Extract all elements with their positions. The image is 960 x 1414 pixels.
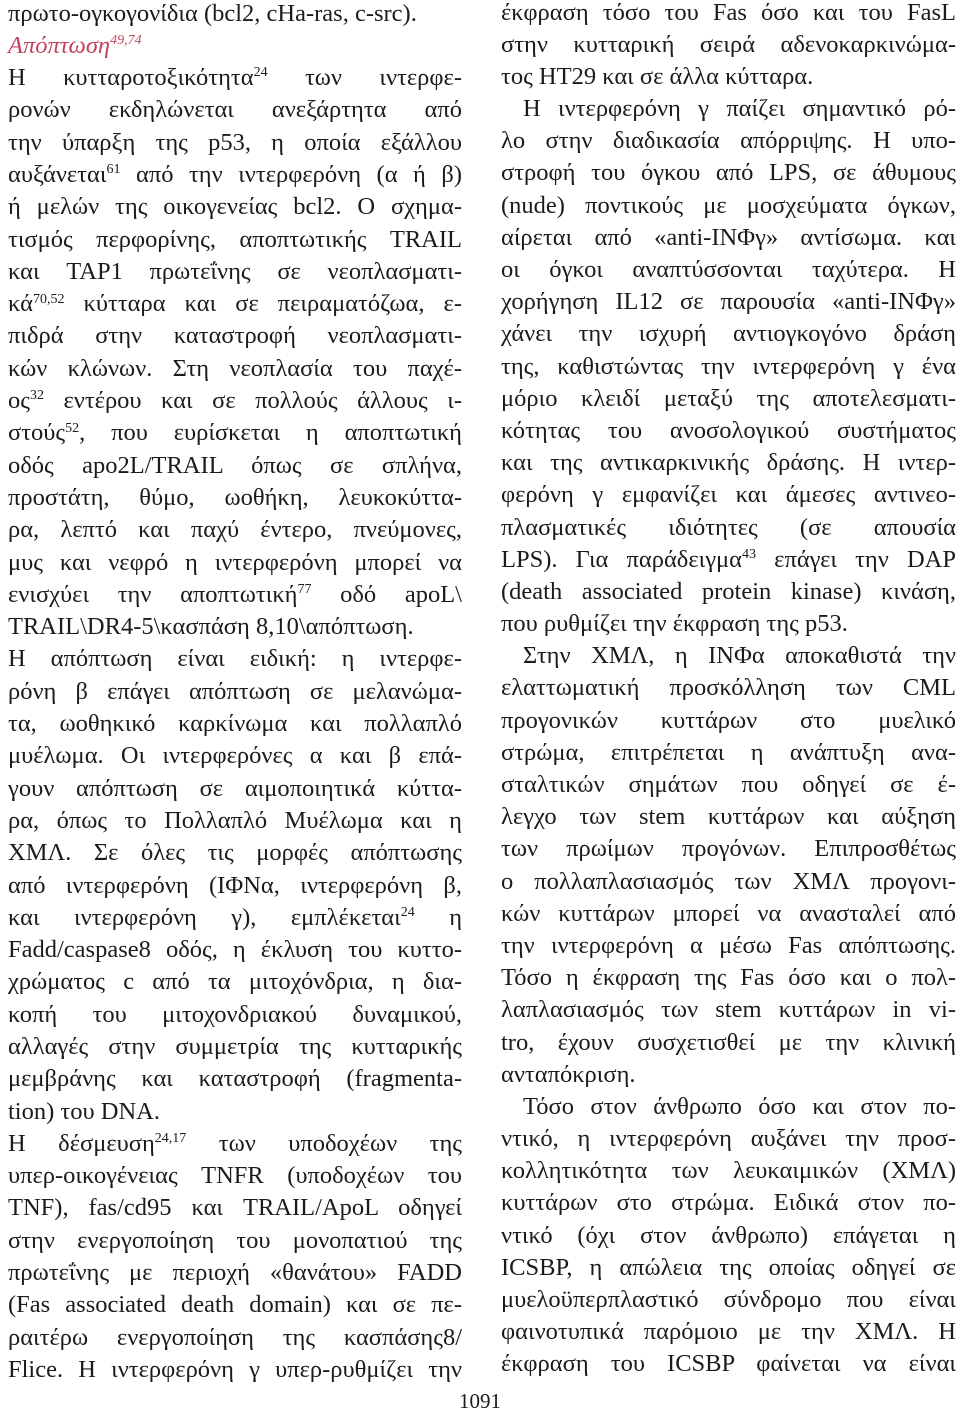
text-run: ρόνη β επάγει απόπτωση σε μελανώμα- xyxy=(8,677,462,705)
text-run: Απόπτωση xyxy=(8,31,111,59)
text-line xyxy=(8,353,462,385)
text-line xyxy=(501,769,956,801)
text-run: ΧΜΛ. Σε όλες τις μορφές απόπτωσης xyxy=(8,839,462,867)
text-run: μυέλωμα. Οι ιντερφερόνες α και β επά- xyxy=(8,742,462,770)
text-run: κολλητικότητα των λευκαιμικών (ΧΜΛ) xyxy=(501,1157,956,1185)
citation-superscript: 49,74 xyxy=(110,33,142,49)
text-line xyxy=(501,672,956,704)
text-run: χρώματος c από τα μιτοχόνδρια, η δια- xyxy=(8,968,462,996)
text-line xyxy=(501,930,956,962)
text-line xyxy=(501,286,956,318)
text-run: αίρεται από «anti-ΙΝΦγ» αντίσωμα. και xyxy=(501,223,956,251)
text-run: επάγει την DAP xyxy=(756,545,956,573)
text-run: TRAIL\DR4-5\κασπάση 8,10\απόπτωση. xyxy=(8,613,414,641)
text-line xyxy=(8,191,462,223)
text-run: Τόσο η έκφραση της Fas όσο και ο πολ- xyxy=(501,964,956,992)
text-run: κυττάρων στο στρώμα. Ειδικά στον πο- xyxy=(501,1189,956,1217)
text-line xyxy=(8,676,462,708)
text-run: Τόσο στον άνθρωπο όσο και στον πο- xyxy=(523,1092,956,1120)
text-run: φαινοτυπικά παρόμοιο με την ΧΜΛ. Η xyxy=(501,1318,956,1346)
text-line xyxy=(8,1063,462,1095)
text-line xyxy=(501,222,956,254)
text-line xyxy=(501,1348,956,1380)
text-line xyxy=(501,318,956,350)
text-run: μόριο κλειδί μεταξύ της αποτελεσματι- xyxy=(501,384,956,412)
text-run: tion) του DNA. xyxy=(8,1097,160,1125)
section-heading xyxy=(8,30,462,62)
text-run: στούς xyxy=(8,419,66,447)
text-line xyxy=(501,1316,956,1348)
text-run: ντικό (όχι στον άνθρωπο) επάγεται η xyxy=(501,1221,956,1249)
text-run: κοπή του μιτοχονδριακού δυναμικού, xyxy=(8,1000,462,1028)
text-line xyxy=(501,29,956,61)
text-run: πλασματικές ιδιότητες (σε απουσία xyxy=(501,513,956,541)
text-line xyxy=(501,1284,956,1316)
text-run: οι όγκοι αναπτύσσονται ταχύτερα. Η xyxy=(501,256,956,283)
text-line xyxy=(501,608,956,640)
text-line xyxy=(501,61,956,93)
text-run: στην ενεργοποίηση του μονοπατιού της xyxy=(8,1226,462,1254)
text-run: αυξάνεται xyxy=(8,160,107,188)
text-run: (nude) ποντικούς με μοσχεύματα όγκων, xyxy=(501,191,956,219)
text-run: της, καθιστώντας την ιντερφερόνη γ ένα xyxy=(501,352,956,380)
text-run: λαπλασιασμός των stem κυττάρων in vi- xyxy=(501,996,956,1024)
text-run: TNF), fas/cd95 και TRAIL/ApoL οδηγεί xyxy=(8,1194,462,1222)
text-line xyxy=(501,898,956,930)
paragraph xyxy=(8,1128,462,1386)
citation-superscript: 70,52 xyxy=(32,291,65,307)
text-line xyxy=(501,1220,956,1252)
text-line xyxy=(8,1128,462,1160)
text-line xyxy=(501,866,956,898)
text-line xyxy=(501,512,956,544)
text-run: των πρωίμων προγόνων. Επιπροσθέτως xyxy=(501,835,956,863)
text-line xyxy=(8,1289,462,1321)
text-run: σταλτικών σημάτων που οδηγεί σε έ- xyxy=(501,771,956,798)
text-run: και ιντερφερόνη γ), εμπλέκεται xyxy=(8,903,401,931)
text-run: λο στην διαδικασία απόρριψης. Η υπο- xyxy=(501,127,956,155)
text-run: από ιντερφερόνη (ΙΦΝα, ιντερφερόνη β, xyxy=(8,871,462,899)
text-run: tro, έχουν συσχετισθεί με την κλινική xyxy=(501,1028,956,1056)
citation-superscript: 43 xyxy=(742,547,757,563)
text-run: έκφραση τόσο του Fas όσο και του FasL xyxy=(501,0,956,26)
text-run: ICSBP, η απώλεια της οποίας οδηγεί σε xyxy=(501,1253,956,1281)
paragraph xyxy=(8,62,462,643)
text-line xyxy=(501,801,956,833)
text-line xyxy=(8,0,462,30)
text-run: οδό apoL\ xyxy=(311,580,462,608)
paragraph xyxy=(8,643,462,1127)
text-run: ος xyxy=(8,387,30,415)
text-run: από την ιντερφερόνη (α ή β) xyxy=(120,160,462,188)
text-run: προγονικών κυττάρων στο μυελικό xyxy=(501,706,956,734)
text-run: προστάτη, θύμο, ωοθήκη, λευκοκύττα- xyxy=(8,483,462,511)
text-line xyxy=(501,737,956,769)
text-line xyxy=(8,708,462,740)
text-line xyxy=(8,288,462,320)
text-line xyxy=(501,1187,956,1219)
text-run: LPS). Για παράδειγμα xyxy=(501,545,743,573)
text-line xyxy=(8,611,462,643)
text-line xyxy=(8,773,462,805)
text-line xyxy=(8,1192,462,1224)
text-run: , που ευρίσκεται η αποπτωτική xyxy=(79,419,462,447)
left-column xyxy=(8,0,462,1386)
text-line xyxy=(501,93,956,125)
text-run: υπερ-οικογένειας TNFR (υποδοχέων του xyxy=(8,1162,462,1190)
text-run: και TAP1 πρωτεΐνης σε νεοπλασματι- xyxy=(8,257,462,285)
text-run: ρονών εκδηλώνεται ανεξάρτητα από xyxy=(8,96,462,124)
paragraph xyxy=(501,640,956,1091)
text-line xyxy=(501,705,956,737)
citation-superscript: 24 xyxy=(253,65,268,81)
text-line xyxy=(501,1123,956,1155)
text-line xyxy=(501,576,956,608)
text-run: Fadd/caspase8 οδός, η έκλυση του κυττο- xyxy=(8,936,462,964)
paragraph xyxy=(501,0,956,93)
text-line xyxy=(8,547,462,579)
text-line xyxy=(501,1091,956,1123)
text-run: ντικό, η ιντερφερόνη αυξάνει την προσ- xyxy=(501,1125,956,1153)
text-line xyxy=(8,1225,462,1257)
text-line xyxy=(8,1322,462,1354)
text-run: ραιτέρω ενεργοποίηση της κασπάσης8/ xyxy=(8,1323,462,1351)
text-line xyxy=(8,902,462,934)
right-column xyxy=(501,0,956,1381)
text-run: ανταπόκριση. xyxy=(501,1060,636,1088)
text-run: γουν απόπτωση σε αιμοποιητικά κύττα- xyxy=(8,774,462,802)
text-line xyxy=(8,320,462,352)
text-run: (death associated protein kinase) κινάση, xyxy=(501,577,956,605)
text-run: στροφή του όγκου από LPS, σε άθυμους xyxy=(501,159,956,187)
text-run: την ιντερφερόνη α μέσω Fas απόπτωσης. xyxy=(501,931,956,959)
text-run: κών κλώνων. Στη νεοπλασία του παχέ- xyxy=(8,354,462,382)
text-line xyxy=(8,1257,462,1289)
text-line xyxy=(501,125,956,157)
text-line xyxy=(501,1155,956,1187)
paragraph xyxy=(501,1091,956,1381)
text-run: Flice. Η ιντερφερόνη γ υπερ-ρυθμίζει την xyxy=(8,1355,462,1383)
text-run: φερόνη γ εμφανίζει και άμεσες αντινεο- xyxy=(501,481,956,509)
text-line xyxy=(501,962,956,994)
text-line xyxy=(8,159,462,191)
text-line xyxy=(8,966,462,998)
text-line xyxy=(8,514,462,546)
text-run: στην κυτταρική σειρά αδενοκαρκινώμα- xyxy=(501,30,956,58)
text-line xyxy=(501,383,956,415)
text-run: τα, ωοθηκικό καρκίνωμα και πολλαπλό xyxy=(8,710,462,738)
text-run: η xyxy=(414,903,463,931)
text-line xyxy=(501,1059,956,1091)
text-run: οδός apo2L/TRAIL όπως σε σπλήνα, xyxy=(8,451,462,479)
citation-superscript: 24,17 xyxy=(154,1131,187,1147)
text-line xyxy=(8,482,462,514)
text-line xyxy=(8,127,462,159)
text-line xyxy=(8,805,462,837)
text-run: Η δέσμευση xyxy=(8,1129,155,1157)
text-line xyxy=(501,640,956,672)
text-line xyxy=(501,190,956,222)
text-run: ρα, λεπτό και παχύ έντερο, πνεύμονες, xyxy=(8,516,462,544)
text-run: χορήγηση IL12 σε παρουσία «anti-ΙΝΦγ» xyxy=(501,288,956,316)
text-line xyxy=(8,256,462,288)
text-run: ενισχύει την αποπτωτική xyxy=(8,580,298,608)
text-line xyxy=(8,450,462,482)
text-run: στρώμα, επιτρέπεται η ανάπτυξη ανα- xyxy=(501,738,956,766)
text-line xyxy=(8,1096,462,1128)
text-line xyxy=(8,579,462,611)
text-run: Η κυτταροτοξικότητα xyxy=(8,64,254,92)
text-run: μεμβράνης και καταστροφή (fragmenta- xyxy=(8,1065,462,1093)
text-run: ελαττωματική προσκόλληση των CML xyxy=(501,674,956,702)
text-line xyxy=(8,94,462,126)
citation-superscript: 24 xyxy=(400,905,415,921)
text-line xyxy=(501,254,956,286)
text-run: κύτταρα και σε πειραματόζωα, ε- xyxy=(64,290,462,318)
text-run: αλλαγές στην συμμετρία της κυτταρικής xyxy=(8,1033,462,1060)
text-run: πιδρά στην καταστροφή νεοπλασματι- xyxy=(8,322,462,350)
text-line xyxy=(501,1027,956,1059)
text-run: πρωτεΐνης με περιοχή «θανάτου» FADD xyxy=(8,1259,462,1287)
text-line xyxy=(501,157,956,189)
text-run: των ιντερφε- xyxy=(267,64,462,92)
citation-superscript: 77 xyxy=(297,582,312,598)
text-line xyxy=(8,1031,462,1063)
text-line xyxy=(8,1354,462,1386)
text-run: (Fas associated death domain) και σε πε- xyxy=(8,1291,462,1319)
text-run: τος HT29 και σε άλλα κύτταρα. xyxy=(501,62,814,90)
text-run: ρα, όπως το Πολλαπλό Μυέλωμα και η xyxy=(8,806,462,834)
text-line xyxy=(501,415,956,447)
text-line xyxy=(501,0,956,29)
text-run: μυς και νεφρό η ιντερφερόνη μπορεί να xyxy=(8,548,462,576)
text-line xyxy=(8,740,462,772)
text-run: έκφραση του ICSBP φαίνεται να είναι xyxy=(501,1350,956,1378)
text-run: ο πολλαπλασιασμός των ΧΜΛ προγονι- xyxy=(501,867,956,895)
paragraph xyxy=(501,93,956,640)
text-line xyxy=(8,934,462,966)
text-run: εντέρου και σε πολλούς άλλους ι- xyxy=(43,387,462,415)
text-run: Η ιντερφερόνη γ παίζει σημαντικό ρό- xyxy=(523,95,956,123)
text-run: των υποδοχέων της xyxy=(186,1129,462,1157)
citation-superscript: 61 xyxy=(106,162,121,178)
text-run: κότητας του ανοσολογικού συστήματος xyxy=(501,416,956,444)
text-run: λεγχο των stem κυττάρων και αύξηση xyxy=(501,803,956,831)
text-line xyxy=(501,479,956,511)
text-run: πρωτο-ογκογονίδια (bcl2, cHa-ras, c-src). xyxy=(8,0,417,27)
text-run: μυελοϋπερπλαστικό σύνδρομο που είναι xyxy=(501,1286,956,1313)
text-run: Η απόπτωση είναι ειδική: η ιντερφε- xyxy=(8,645,462,673)
citation-superscript: 52 xyxy=(65,420,80,436)
text-line xyxy=(8,837,462,869)
text-line xyxy=(501,351,956,383)
text-run: χάνει την ισχυρή αντιογκογόνο δράση xyxy=(501,320,956,348)
text-line xyxy=(8,385,462,417)
text-run: ή μελών της οικογενείας bcl2. Ο σχημα- xyxy=(8,193,462,221)
text-line xyxy=(501,447,956,479)
paragraph xyxy=(8,0,462,30)
text-line xyxy=(8,1160,462,1192)
text-line xyxy=(8,62,462,94)
text-run: και της αντικαρκινικής δράσης. Η ιντερ- xyxy=(501,449,956,477)
text-run: την ύπαρξη της p53, η οποία εξάλλου xyxy=(8,128,462,156)
text-line xyxy=(8,999,462,1031)
page-number: 1091 xyxy=(459,1389,501,1413)
text-run: τισμός περφορίνης, αποπτωτικής TRAIL xyxy=(8,225,462,253)
citation-superscript: 32 xyxy=(29,388,44,404)
text-line xyxy=(8,643,462,675)
text-run: Στην ΧΜΛ, η ΙΝΦα αποκαθιστά την xyxy=(523,642,956,670)
text-line xyxy=(8,870,462,902)
text-line xyxy=(8,30,462,62)
text-line xyxy=(501,1252,956,1284)
text-run: κά xyxy=(8,290,33,318)
text-run: κών κυττάρων μπορεί να ανασταλεί από xyxy=(501,899,956,927)
text-line xyxy=(501,544,956,576)
text-line xyxy=(8,224,462,256)
text-line xyxy=(501,994,956,1026)
text-line xyxy=(8,417,462,449)
text-run: που ρυθμίζει την έκφραση της p53. xyxy=(501,610,848,638)
text-line xyxy=(501,833,956,865)
